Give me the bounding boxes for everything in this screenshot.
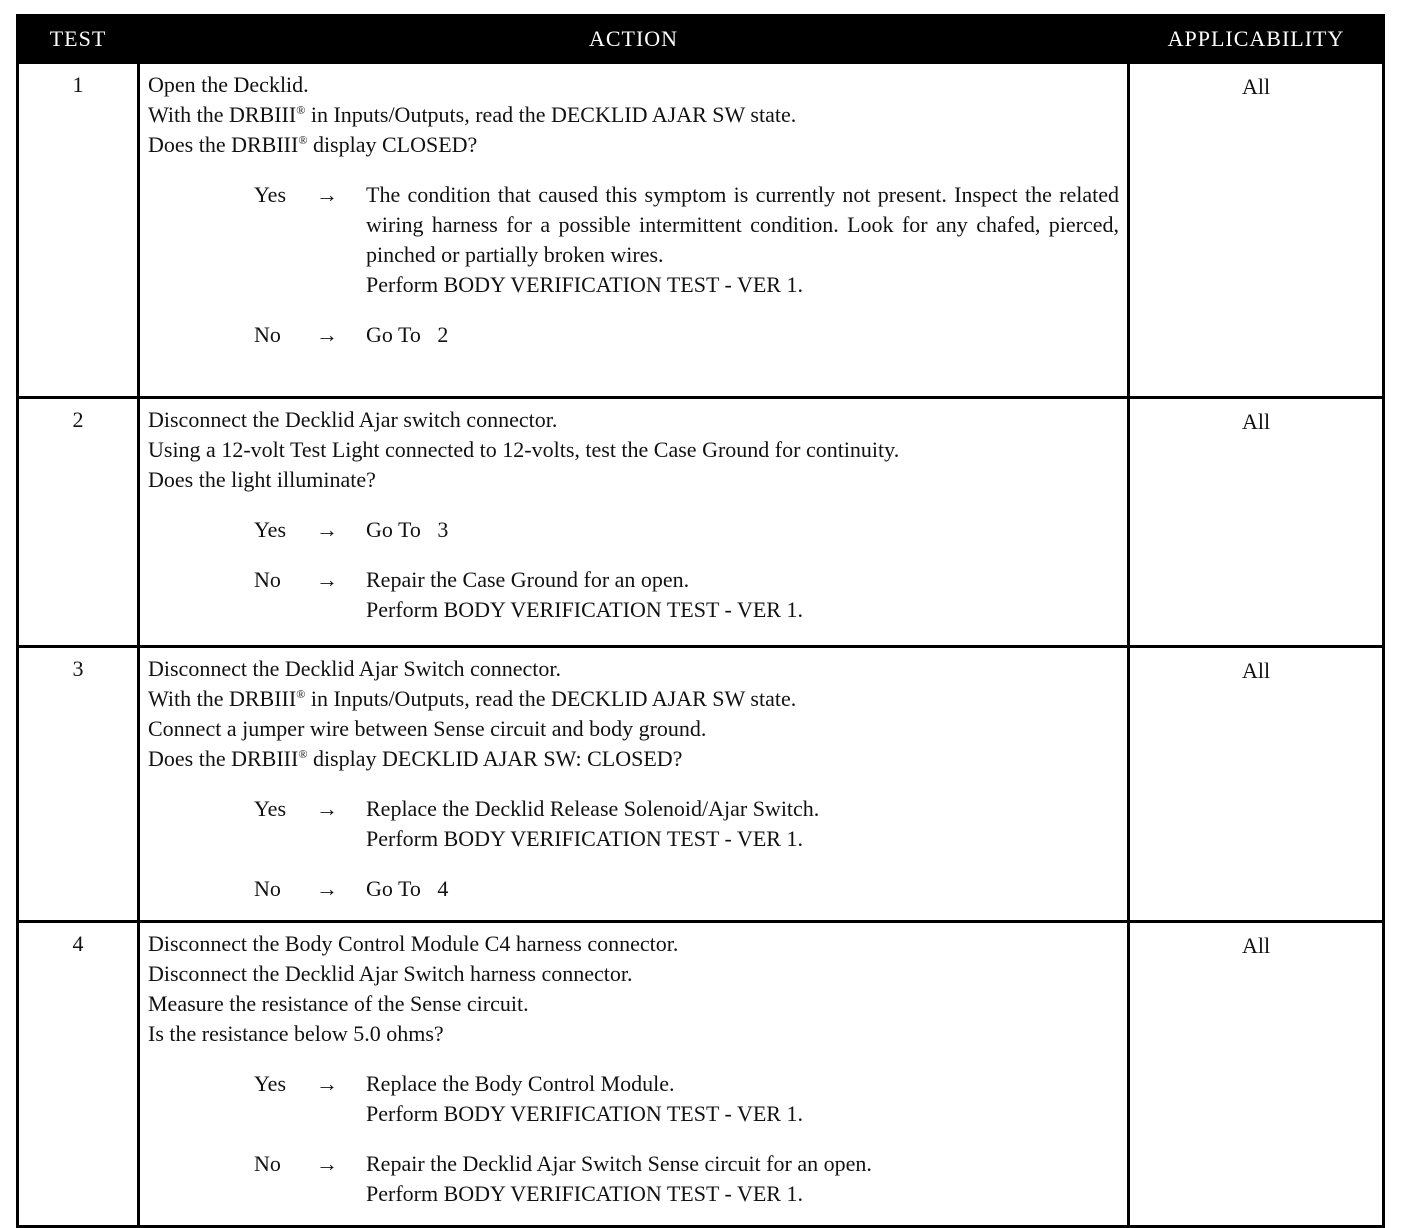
- outcome-result: [366, 1069, 1119, 1129]
- result-line: Perform BODY VERIFICATION TEST - VER 1.: [366, 597, 803, 622]
- outcome-result: [366, 320, 1119, 350]
- arrow-icon: →: [316, 182, 338, 207]
- step: Disconnect the Decklid Ajar Switch harness connector.: [148, 961, 633, 986]
- outcome-no: [148, 320, 1119, 350]
- outcome-yes: [148, 180, 1119, 300]
- step: Disconnect the Decklid Ajar switch connector.: [148, 407, 558, 432]
- outcome-result: [366, 794, 1119, 854]
- step-list: [148, 929, 1119, 1049]
- result-line: Repair the Case Ground for an open.: [366, 567, 690, 592]
- result-line: Perform BODY VERIFICATION TEST - VER 1.: [366, 1101, 803, 1126]
- outcome-result: [366, 515, 1119, 545]
- arrow-icon: →: [316, 1071, 338, 1096]
- table-row: [18, 647, 1384, 922]
- table-header-row: [18, 16, 1384, 63]
- action-cell: [139, 398, 1129, 647]
- arrow-icon: →: [316, 1151, 338, 1176]
- outcome-no: [148, 1149, 1119, 1209]
- applicability-cell: All: [1129, 398, 1384, 647]
- test-number: 3: [18, 647, 139, 922]
- arrow-icon: →: [316, 322, 338, 347]
- step: Does the light illuminate?: [148, 467, 376, 492]
- arrow-icon: →: [316, 517, 338, 542]
- answer-label: No: [254, 322, 281, 347]
- outcome-yes: [148, 515, 1119, 545]
- result-line: Go To 2: [366, 322, 449, 347]
- result-line: The condition that caused this symptom is currently not present. Inspect the related wiring harness for a possible intermittent condition. Look for any chafed, pierced, pinched or partially broken wires.: [366, 182, 1119, 267]
- step: Is the resistance below 5.0 ohms?: [148, 1021, 444, 1046]
- outcome-result: [366, 874, 1119, 904]
- header-test: TEST: [18, 16, 139, 63]
- answer-label: Yes: [254, 517, 287, 542]
- answer-label: Yes: [254, 1071, 287, 1096]
- test-number: 2: [18, 398, 139, 647]
- header-applicability: APPLICABILITY: [1129, 16, 1384, 63]
- applicability-cell: All: [1129, 63, 1384, 398]
- outcome-result: [366, 180, 1119, 300]
- answer-label: No: [254, 567, 281, 592]
- result-line: Replace the Body Control Module.: [366, 1071, 675, 1096]
- step: Connect a jumper wire between Sense circuit and body ground.: [148, 716, 707, 741]
- arrow-icon: →: [316, 876, 338, 901]
- result-line: Perform BODY VERIFICATION TEST - VER 1.: [366, 1181, 803, 1206]
- outcome-result: [366, 565, 1119, 625]
- step: With the DRBIII® in Inputs/Outputs, read the DECKLID AJAR SW state.: [148, 686, 797, 711]
- result-line: Replace the Decklid Release Solenoid/Ajar Switch.: [366, 796, 820, 821]
- answer-label: No: [254, 876, 281, 901]
- action-cell: [139, 922, 1129, 1227]
- step: Measure the resistance of the Sense circuit.: [148, 991, 529, 1016]
- step-list: [148, 405, 1119, 495]
- step: Disconnect the Body Control Module C4 harness connector.: [148, 931, 679, 956]
- answer-label: No: [254, 1151, 281, 1176]
- outcome-yes: [148, 794, 1119, 854]
- arrow-icon: →: [316, 567, 338, 592]
- step: Disconnect the Decklid Ajar Switch connector.: [148, 656, 561, 681]
- test-number: 1: [18, 63, 139, 398]
- result-line: Go To 4: [366, 876, 449, 901]
- result-line: Repair the Decklid Ajar Switch Sense circuit for an open.: [366, 1151, 872, 1176]
- result-line: Perform BODY VERIFICATION TEST - VER 1.: [366, 272, 803, 297]
- header-action: ACTION: [139, 16, 1129, 63]
- applicability-cell: All: [1129, 647, 1384, 922]
- table-row: [18, 63, 1384, 398]
- outcome-yes: [148, 1069, 1119, 1129]
- table-row: [18, 398, 1384, 647]
- outcome-no: [148, 565, 1119, 625]
- action-cell: [139, 647, 1129, 922]
- result-line: Go To 3: [366, 517, 449, 542]
- answer-label: Yes: [254, 182, 287, 207]
- step: Does the DRBIII® display DECKLID AJAR SW: CLOSED?: [148, 746, 683, 771]
- result-line: Perform BODY VERIFICATION TEST - VER 1.: [366, 826, 803, 851]
- answer-label: Yes: [254, 796, 287, 821]
- arrow-icon: →: [316, 796, 338, 821]
- step-list: [148, 654, 1119, 774]
- test-number: 4: [18, 922, 139, 1227]
- diagnostic-test-table: [16, 14, 1385, 1228]
- step: Does the DRBIII® display CLOSED?: [148, 132, 478, 157]
- step: Using a 12-volt Test Light connected to 12-volts, test the Case Ground for continuity.: [148, 437, 900, 462]
- diagnostic-table-container: [16, 14, 1382, 1228]
- outcome-no: [148, 874, 1119, 904]
- step-list: [148, 70, 1119, 160]
- outcome-result: [366, 1149, 1119, 1209]
- step: With the DRBIII® in Inputs/Outputs, read the DECKLID AJAR SW state.: [148, 102, 797, 127]
- applicability-cell: All: [1129, 922, 1384, 1227]
- step: Open the Decklid.: [148, 72, 309, 97]
- table-row: [18, 922, 1384, 1227]
- action-cell: [139, 63, 1129, 398]
